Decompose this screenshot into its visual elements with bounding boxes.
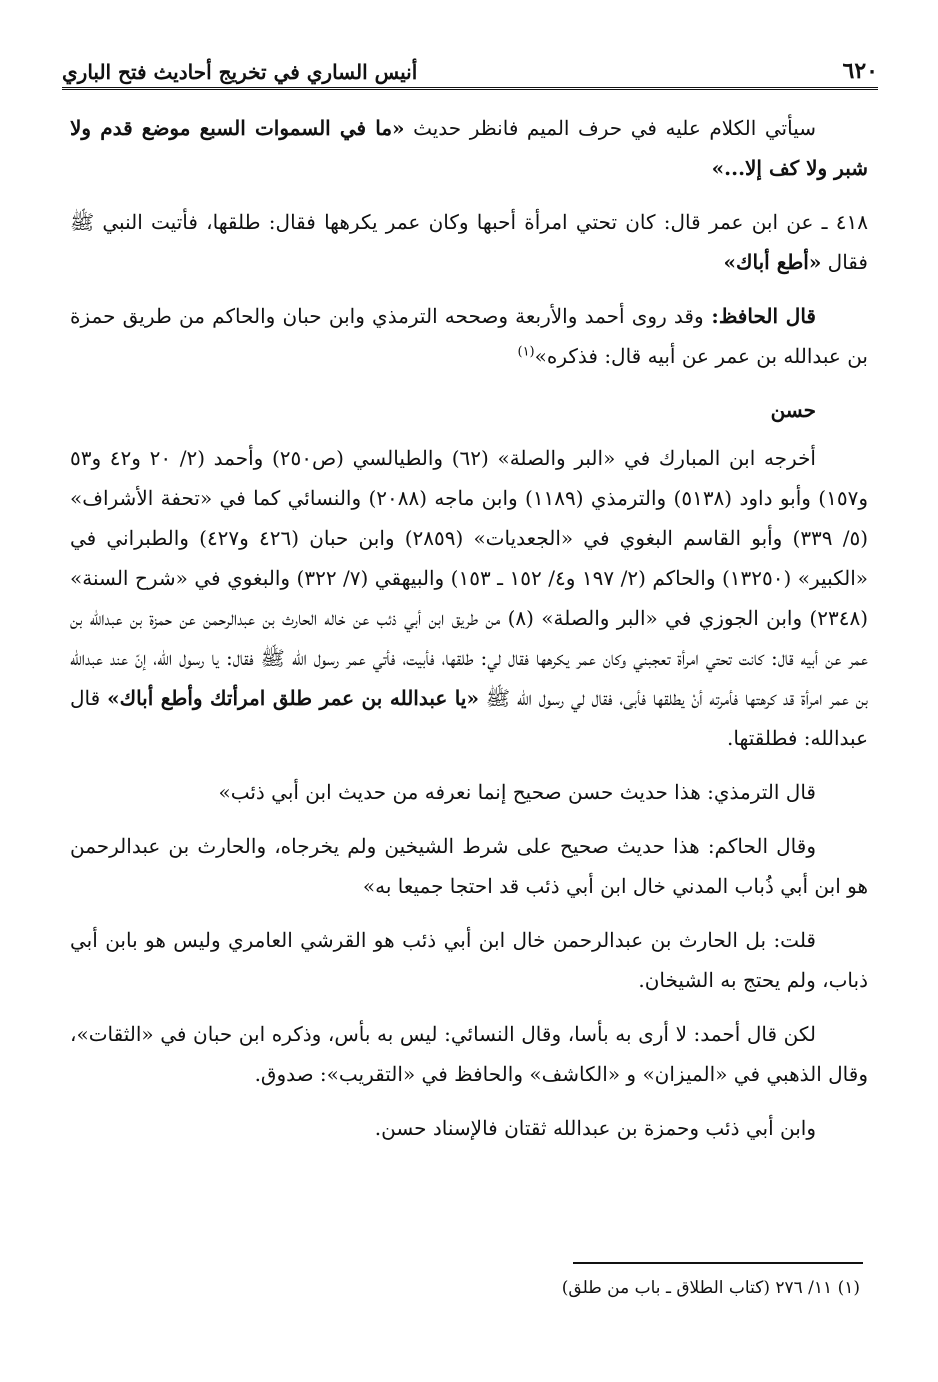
book-title: أنيس الساري في تخريج أحاديث فتح الباري [62,60,418,84]
grade-heading: حسن [770,398,816,422]
footnote-rule [573,1262,863,1264]
paragraph-1-text: سيأتي الكلام عليه في حرف الميم فانظر حديث [404,116,816,140]
footnote: (١) ١١/ ٢٧٦ (كتاب الطلاق ـ باب من طلق) [561,1278,860,1298]
takhrij-end: قال عبدالله: فطلقتها. [70,686,868,750]
hadith-418-quote: «أطع أباك» [723,250,822,274]
hafiz-paragraph [70,296,868,376]
takhrij-text: أخرجه ابن المبارك في «البر والصلة» (٦٢) والطيالسي (ص٢٥٠) وأحمد (٢/ ٢٠ و٤٢ و٥٣ و١٥٧) وأبو داود (٥١٣٨) والترمذي (١١٨٩) وابن ماجه (٢٠٨٨) والنسائي كما في «تحفة الأشراف» (٥/ ٣٣٩) وأبو القاسم البغوي في «الجعديات» (٢٨٥٩) وابن حبان (٤٢٦ و٤٢٧) والطبراني في «الكبير» (١٣٢٥٠) والحاكم (٢/ ١٩٧ و٤/ ١٥٢ ـ ١٥٣) والبيهقي (٧/ ٣٢٢) والبغوي في «شرح السنة» (٢٣٤٨) وابن الجوزي في «البر والصلة» (٨) من طريق ابن أبي ذئب عن خاله الحارث بن عبدالرحمن عن حمزة بن عبدالله بن عمر عن أبيه قال: كانت تحتي امرأة تعجبني وكان عمر يكرهها فقال لي: طلقها، فأبيت، فأتي عمر رسول الله ﷺ فقال: يا رسول الله، إنّ عند عبدالله بن عمر امرأة قد كرهتها فأمرته أنْ يطلقها فأبى، فقال لي رسول الله ﷺ [70,446,869,710]
hafiz-text: وقد روى أحمد والأربعة وصححه الترمذي وابن حبان والحاكم من طريق حمزة بن عبدالله بن عمر عن أبيه قال: فذكره» [70,304,868,368]
hadith-quote: «ما في السموات السبع موضع قدم ولا شبر ولا كف إلا...» [70,116,868,180]
takhrij-paragraph [70,438,868,758]
takhrij-quote: «يا عبدالله بن عمر طلق امرأتك وأطع أباك» [107,686,479,710]
hadith-418-text: ٤١٨ ـ عن ابن عمر قال: كان تحتي امرأة أحبها وكان عمر يكرهها فقال: طلقها، فأتيت النبي ﷺ فقال [70,210,868,274]
comment-paragraph: قلت: بل الحارث بن عبدالرحمن خال ابن أبي ذئب هو القرشي العامري وليس هو بابن أبي ذباب، ولم يحتج به الشيخان. [70,928,868,992]
ahmad-paragraph: لكن قال أحمد: لا أرى به بأسا، وقال النسائي: ليس به بأس، وذكره ابن حبان في «الثقات»، وقال الذهبي في «الميزان» و «الكاشف» والحافظ في «التقريب»: صدوق. [70,1022,868,1086]
page-body [70,108,868,1162]
footnote-ref[interactable]: (١) [517,344,535,360]
hafiz-label: قال الحافظ: [703,304,816,328]
paragraph-1 [70,108,868,188]
page-number: ٦٢٠ [842,58,878,84]
tirmidhi-paragraph: قال الترمذي: هذا حديث حسن صحيح إنما نعرفه من حديث ابن أبي ذئب» [218,780,816,804]
running-header [62,44,878,84]
hadith-418 [70,202,868,282]
header-rule [62,87,878,90]
conclusion-paragraph: وابن أبي ذئب وحمزة بن عبدالله ثقتان فالإسناد حسن. [374,1116,816,1140]
hakim-paragraph: وقال الحاكم: هذا حديث صحيح على شرط الشيخين ولم يخرجاه، والحارث بن عبدالرحمن هو ابن أبي ذُباب المدني خال ابن أبي ذئب قد احتجا جميعا به» [70,834,868,898]
